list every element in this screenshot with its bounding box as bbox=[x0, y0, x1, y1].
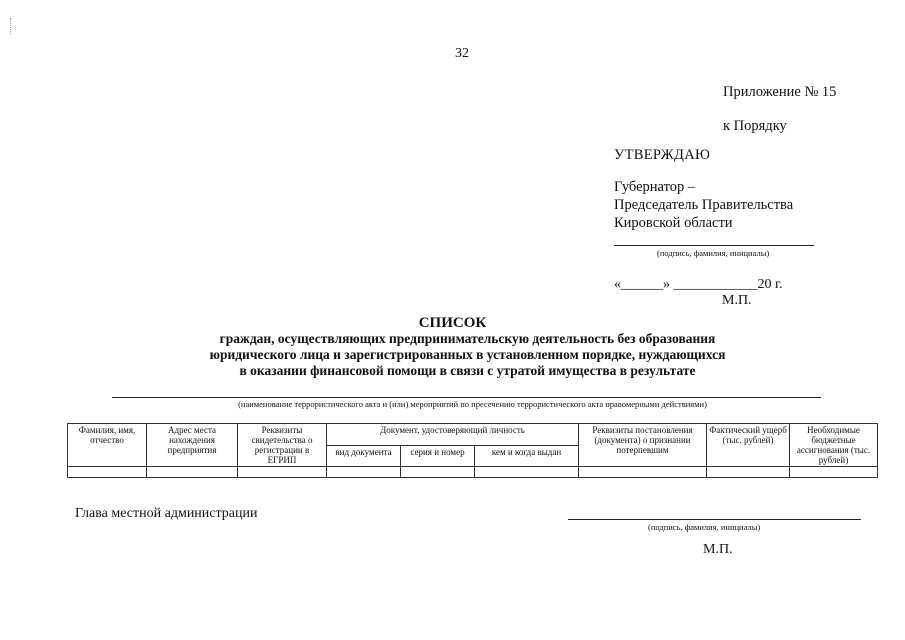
table-cell bbox=[707, 467, 790, 478]
header-document: Документ, удостоверяющий личность bbox=[327, 424, 579, 446]
document-subtitle bbox=[0, 331, 905, 379]
scan-edge-mark bbox=[10, 18, 12, 34]
signature-caption: (подпись, фамилия, инициалы) bbox=[657, 248, 770, 258]
signature-line bbox=[614, 245, 814, 246]
header-decision: Реквизиты постановления (документа) о признании потерпевшим bbox=[579, 424, 707, 467]
table-cell bbox=[147, 467, 238, 478]
table-row bbox=[68, 467, 878, 478]
header-name: Фамилия, имя, отчество bbox=[68, 424, 147, 467]
citizens-table bbox=[67, 423, 878, 478]
header-damage: Фактический ущерб (тыс. рублей) bbox=[707, 424, 790, 467]
table-cell bbox=[790, 467, 878, 478]
date-line: «______» ____________20 г. bbox=[614, 277, 783, 292]
header-egrip: Реквизиты свидетельства о регистрации в ЕГРИП bbox=[238, 424, 327, 467]
governor-block bbox=[614, 178, 793, 232]
to-order-label: к Порядку bbox=[723, 118, 787, 134]
table-cell bbox=[238, 467, 327, 478]
table-cell bbox=[68, 467, 147, 478]
head-of-administration-label: Глава местной администрации bbox=[75, 506, 258, 521]
table-cell bbox=[327, 467, 401, 478]
page-number: 32 bbox=[455, 46, 469, 61]
signature-line-2 bbox=[568, 519, 861, 520]
appendix-label: Приложение № 15 bbox=[723, 84, 837, 100]
stamp-label-2: М.П. bbox=[703, 542, 733, 557]
governor-line: Председатель Правительства bbox=[614, 197, 794, 213]
signature-caption-2: (подпись, фамилия, инициалы) bbox=[648, 522, 761, 532]
governor-line: Губернатор – bbox=[614, 179, 696, 195]
approve-heading: УТВЕРЖДАЮ bbox=[614, 147, 711, 163]
subtitle-line: граждан, осуществляющих предпринимательскую деятельность без образования bbox=[219, 331, 716, 346]
subtitle-line: юридического лица и зарегистрированных в установленном порядке, нуждающихся bbox=[209, 347, 726, 362]
header-doc-series: серия и номер bbox=[401, 445, 475, 467]
table-cell bbox=[401, 467, 475, 478]
header-address: Адрес места нахождения предприятия bbox=[147, 424, 238, 467]
subtitle-line: в оказании финансовой помощи в связи с утратой имущества в результате bbox=[239, 363, 696, 378]
terrorist-act-line bbox=[112, 397, 821, 398]
table-cell bbox=[475, 467, 579, 478]
terrorist-act-caption: (наименование террористического акта и (или) мероприятий по пресечению террористического акта правомерными действиями) bbox=[238, 399, 707, 409]
table-cell bbox=[579, 467, 707, 478]
document-title: СПИСОК bbox=[418, 315, 487, 331]
header-doc-type: вид документа bbox=[327, 445, 401, 467]
header-doc-issued: кем и когда выдан bbox=[475, 445, 579, 467]
governor-line: Кировской области bbox=[614, 215, 733, 231]
header-funds: Необходимые бюджетные ассигнования (тыс. рублей) bbox=[790, 424, 878, 467]
stamp-label: М.П. bbox=[722, 293, 752, 308]
